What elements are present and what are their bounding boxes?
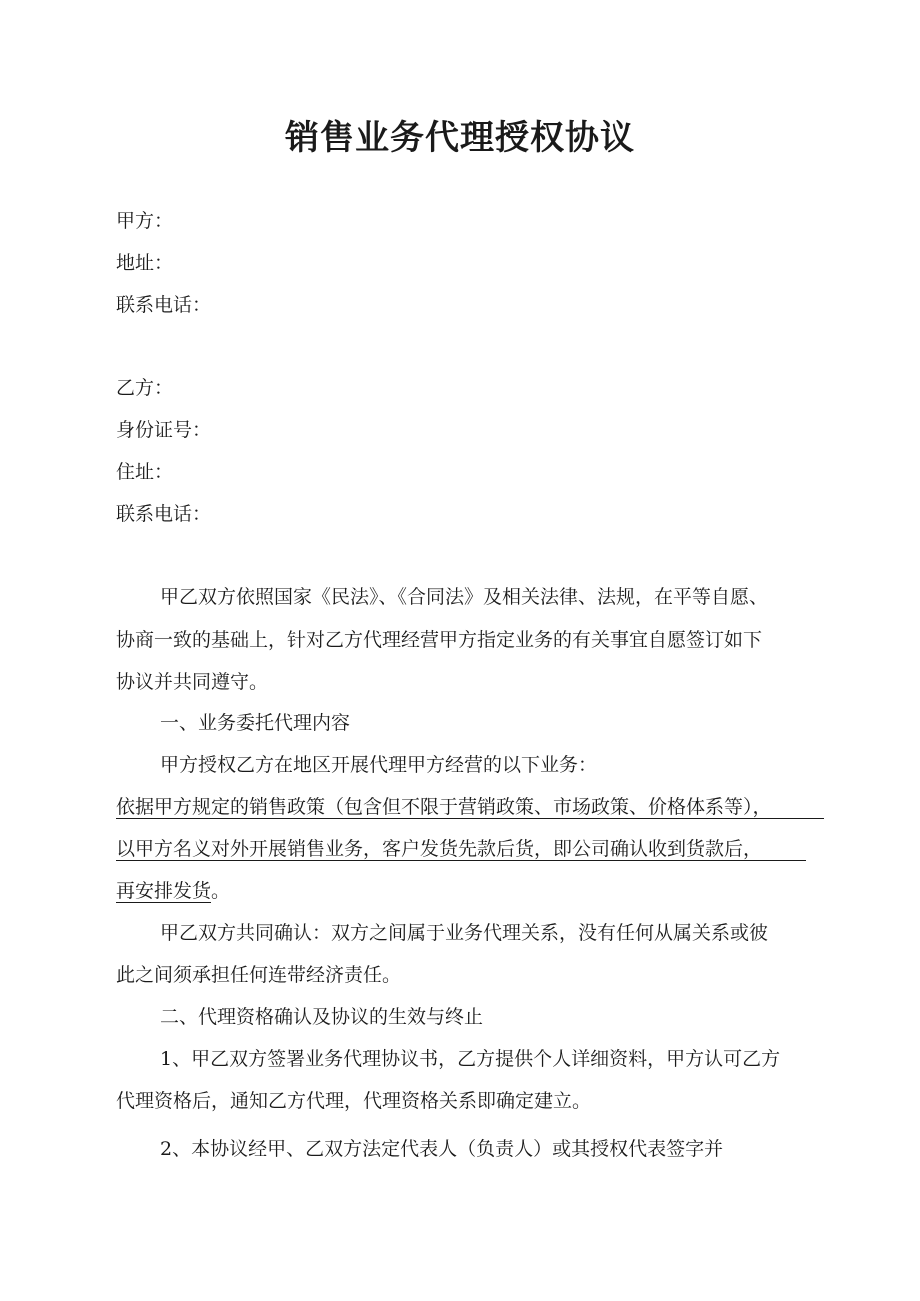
section-2-item-2-line-1: 2、本协议经甲、乙双方法定代表人（负责人）或其授权代表签字并: [160, 1138, 724, 1160]
scope-underline-2: [116, 860, 806, 861]
scope-line-2: 以甲方名义对外开展销售业务，客户发货先款后货，即公司确认收到货款后，: [116, 838, 763, 860]
section-1-heading: 一、业务委托代理内容: [160, 712, 351, 734]
confirm-line-1: 甲乙双方共同确认：双方之间属于业务代理关系，没有任何从属关系或彼: [160, 922, 769, 944]
scope-line-3: [116, 878, 230, 904]
scope-underline-1: [116, 818, 824, 819]
section-2-item-1-line-2: 代理资格后，通知乙方代理，代理资格关系即确定建立。: [116, 1090, 592, 1112]
preamble-line-3: 协议并共同遵守。: [116, 671, 269, 693]
preamble-line-1: 甲乙双方依照国家《民法》、《合同法》及相关法律、法规，在平等自愿、: [160, 586, 769, 608]
section-1-intro: 甲方授权乙方在地区开展代理甲方经营的以下业务：: [160, 754, 598, 776]
party-a-phone-label: 联系电话：: [116, 294, 212, 316]
party-a-address-label: 地址：: [116, 252, 174, 274]
scope-line-3-end: 。: [211, 880, 231, 902]
document-title: 销售业务代理授权协议: [285, 118, 635, 158]
confirm-line-2: 此之间须承担任何连带经济责任。: [116, 964, 402, 986]
section-2-heading: 二、代理资格确认及协议的生效与终止: [160, 1006, 484, 1028]
scope-line-3-underlined: 再安排发货: [116, 880, 212, 902]
preamble-line-2: 协商一致的基础上，针对乙方代理经营甲方指定业务的有关事宜自愿签订如下: [116, 629, 763, 651]
party-b-phone-label: 联系电话：: [116, 503, 212, 525]
party-a-name-label: 甲方：: [116, 210, 174, 232]
party-b-id-label: 身份证号：: [116, 419, 212, 441]
scope-line-1: 依据甲方规定的销售政策（包含但不限于营销政策、市场政策、价格体系等），: [116, 796, 772, 818]
party-b-address-label: 住址：: [116, 461, 174, 483]
party-b-name-label: 乙方：: [116, 377, 174, 399]
section-2-item-1-line-1: 1、甲乙双方签署业务代理协议书，乙方提供个人详细资料，甲方认可乙方: [160, 1048, 781, 1070]
